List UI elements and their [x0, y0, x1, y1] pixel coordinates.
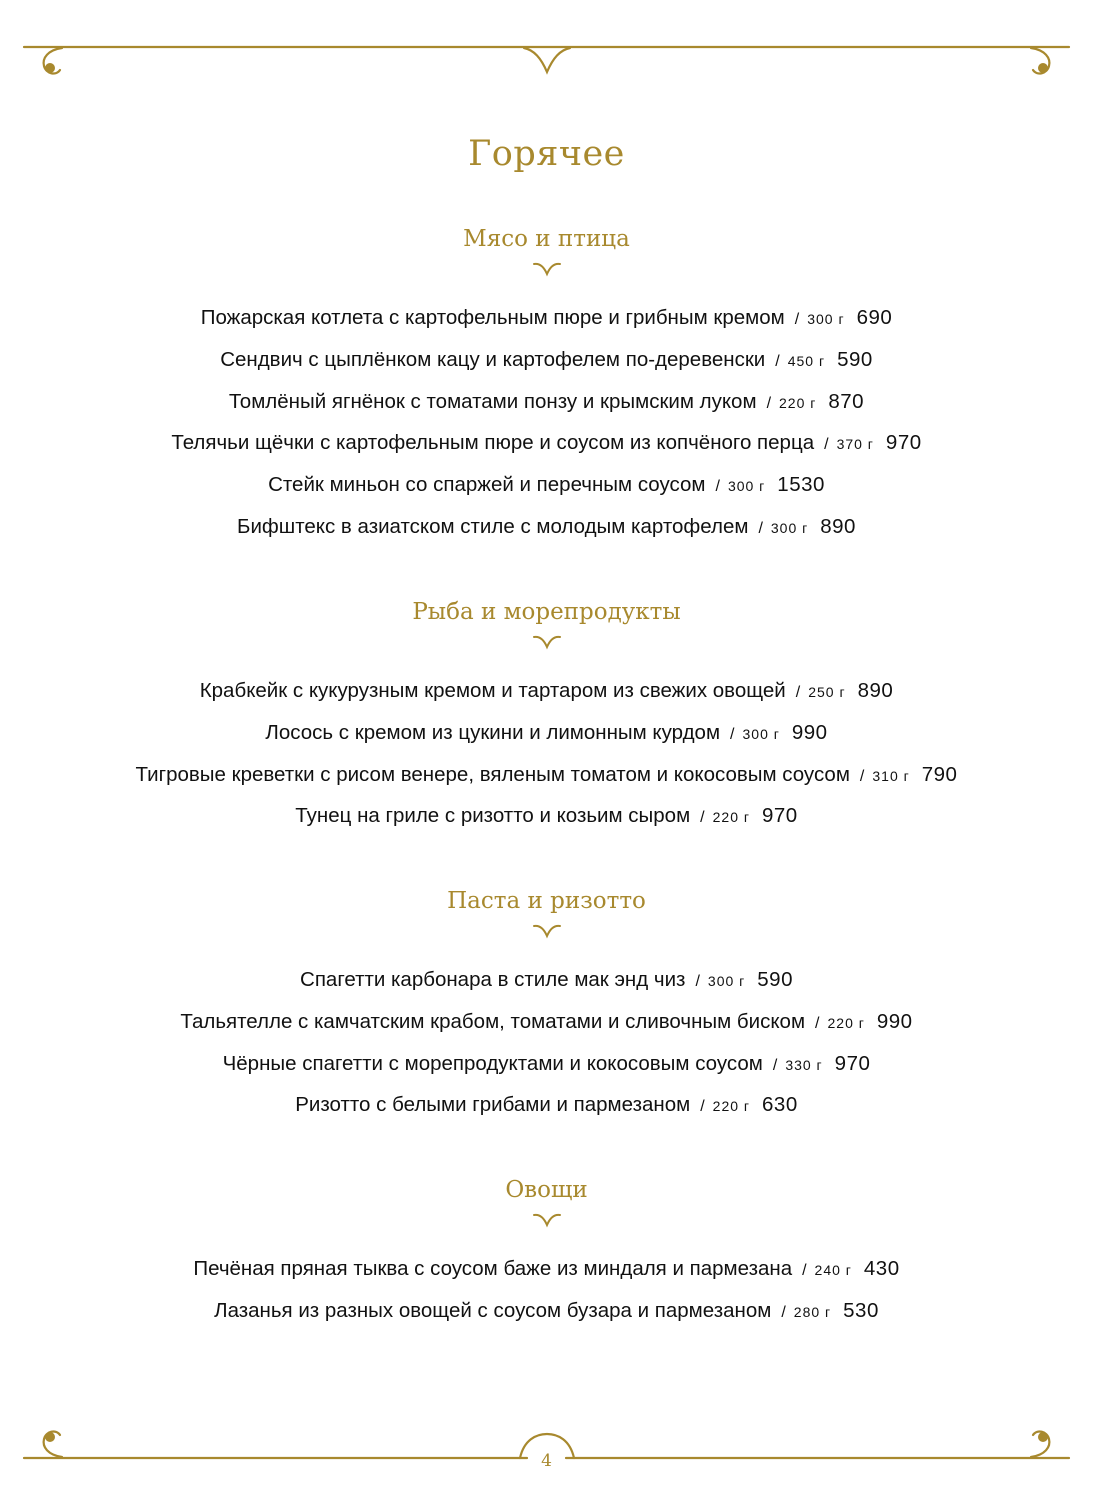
section-flourish-icon [532, 632, 562, 650]
item-name: Сендвич с цыплёнком кацу и картофелем по-деревенски [220, 347, 766, 371]
slash-separator: / [758, 519, 763, 537]
item-weight: 240 г [814, 1262, 852, 1278]
section-title: Паста и ризотто [447, 888, 646, 914]
item-price: 690 [856, 306, 893, 329]
page-number: 4 [541, 1451, 552, 1471]
item-price: 970 [885, 431, 922, 455]
item-weight: 450 г [787, 352, 826, 369]
menu-item [0, 297, 1093, 339]
item-name: Печёная пряная тыква с соусом баже из миндаля и пармезана [193, 1257, 793, 1280]
item-name: Пожарская котлета с картофельным пюре и грибным кремом [200, 306, 785, 329]
item-name: Лазанья из разных овощей с соусом бузара и пармезаном [214, 1298, 772, 1322]
item-weight: 300 г [807, 311, 845, 327]
menu-item [0, 670, 1093, 712]
item-price: 870 [828, 389, 865, 413]
item-price: 890 [857, 679, 894, 702]
menu-item [0, 795, 1093, 837]
slash-separator: / [795, 684, 801, 701]
top-center-flourish [524, 48, 570, 72]
slash-separator: / [700, 1098, 705, 1116]
section-meat-poultry [0, 223, 1093, 548]
item-weight: 300 г [707, 973, 746, 989]
item-price: 430 [863, 1257, 900, 1280]
slash-separator: / [815, 1014, 820, 1032]
menu-item [0, 464, 1093, 506]
item-price: 990 [791, 720, 828, 744]
top-left-dot [45, 63, 55, 73]
menu-item [0, 754, 1093, 796]
item-weight: 300 г [770, 519, 809, 536]
item-name: Ризотто с белыми грибами и пармезаном [295, 1093, 691, 1117]
menu-item [0, 339, 1093, 381]
item-weight: 250 г [808, 684, 846, 700]
item-name: Бифштекс в азиатском стиле с молодым картофелем [237, 514, 749, 538]
item-name: Спагетти карбонара в стиле мак энд чиз [300, 968, 686, 991]
section-vegetables [0, 1174, 1093, 1332]
item-name: Тальятелле с камчатским крабом, томатами и сливочным биском [180, 1009, 806, 1033]
item-weight: 220 г [712, 1098, 751, 1115]
item-price: 970 [761, 804, 798, 828]
menu-item [0, 1290, 1093, 1332]
item-weight: 300 г [727, 478, 766, 495]
item-name: Тигровые креветки с рисом венере, вяленым томатом и кокосовым соусом [135, 762, 850, 786]
section-flourish-icon [532, 1210, 562, 1228]
slash-separator: / [775, 352, 780, 370]
item-name: Стейк миньон со спаржей и перечным соусом [268, 473, 706, 497]
item-weight: 220 г [712, 809, 750, 826]
slash-separator: / [730, 725, 735, 743]
menu-item [0, 381, 1093, 423]
menu-item [0, 712, 1093, 754]
item-price: 530 [843, 1298, 879, 1322]
item-weight: 310 г [872, 767, 910, 784]
item-weight: 220 г [779, 394, 817, 411]
menu-item [0, 506, 1093, 548]
slash-separator: / [695, 973, 700, 990]
item-name: Чёрные спагетти с морепродуктами и кокосовым соусом [222, 1051, 763, 1075]
item-price: 590 [757, 968, 793, 991]
item-price: 970 [834, 1051, 871, 1075]
slash-separator: / [715, 478, 720, 496]
section-fish-seafood [0, 596, 1093, 837]
item-price: 790 [921, 762, 958, 786]
section-flourish-icon [532, 921, 562, 939]
item-name: Крабкейк с кукурузным кремом и тартаром из свежих овощей [199, 679, 786, 702]
item-price: 990 [876, 1009, 913, 1033]
item-name: Лосось с кремом из цукини и лимонным курдом [265, 720, 721, 744]
menu-item [0, 1084, 1093, 1126]
slash-separator: / [781, 1303, 786, 1321]
slash-separator: / [700, 809, 705, 827]
section-title: Рыба и морепродукты [412, 599, 681, 625]
item-price: 890 [820, 514, 856, 538]
bottom-right-dot [1038, 1432, 1048, 1442]
menu-item [0, 422, 1093, 464]
item-price: 590 [837, 347, 873, 371]
item-name: Тунец на гриле с ризотто и козьим сыром [295, 804, 691, 828]
item-price: 1530 [777, 473, 825, 497]
section-title: Мясо и птица [463, 226, 630, 252]
slash-separator: / [794, 311, 800, 328]
item-weight: 330 г [785, 1056, 823, 1073]
menu-item [0, 1001, 1093, 1043]
menu-title: Горячее [468, 134, 625, 174]
item-name: Томлёный ягнёнок с томатами понзу и крымским луком [228, 389, 757, 413]
top-right-dot [1038, 63, 1048, 73]
item-weight: 220 г [827, 1014, 865, 1031]
item-weight: 370 г [836, 436, 874, 453]
menu-item [0, 1248, 1093, 1290]
section-pasta-risotto [0, 885, 1093, 1126]
item-weight: 300 г [742, 725, 780, 742]
slash-separator: / [772, 1056, 778, 1074]
slash-separator: / [802, 1262, 807, 1279]
item-price: 630 [762, 1093, 798, 1117]
section-title: Овощи [505, 1177, 588, 1203]
item-name: Телячьи щёчки с картофельным пюре и соусом из копчёного перца [171, 431, 815, 455]
section-flourish-icon [532, 259, 562, 277]
slash-separator: / [766, 394, 772, 412]
menu-item [0, 1043, 1093, 1085]
menu-item [0, 959, 1093, 1001]
slash-separator: / [859, 767, 865, 785]
bottom-left-dot [45, 1432, 55, 1442]
slash-separator: / [824, 436, 829, 454]
item-weight: 280 г [793, 1303, 832, 1320]
